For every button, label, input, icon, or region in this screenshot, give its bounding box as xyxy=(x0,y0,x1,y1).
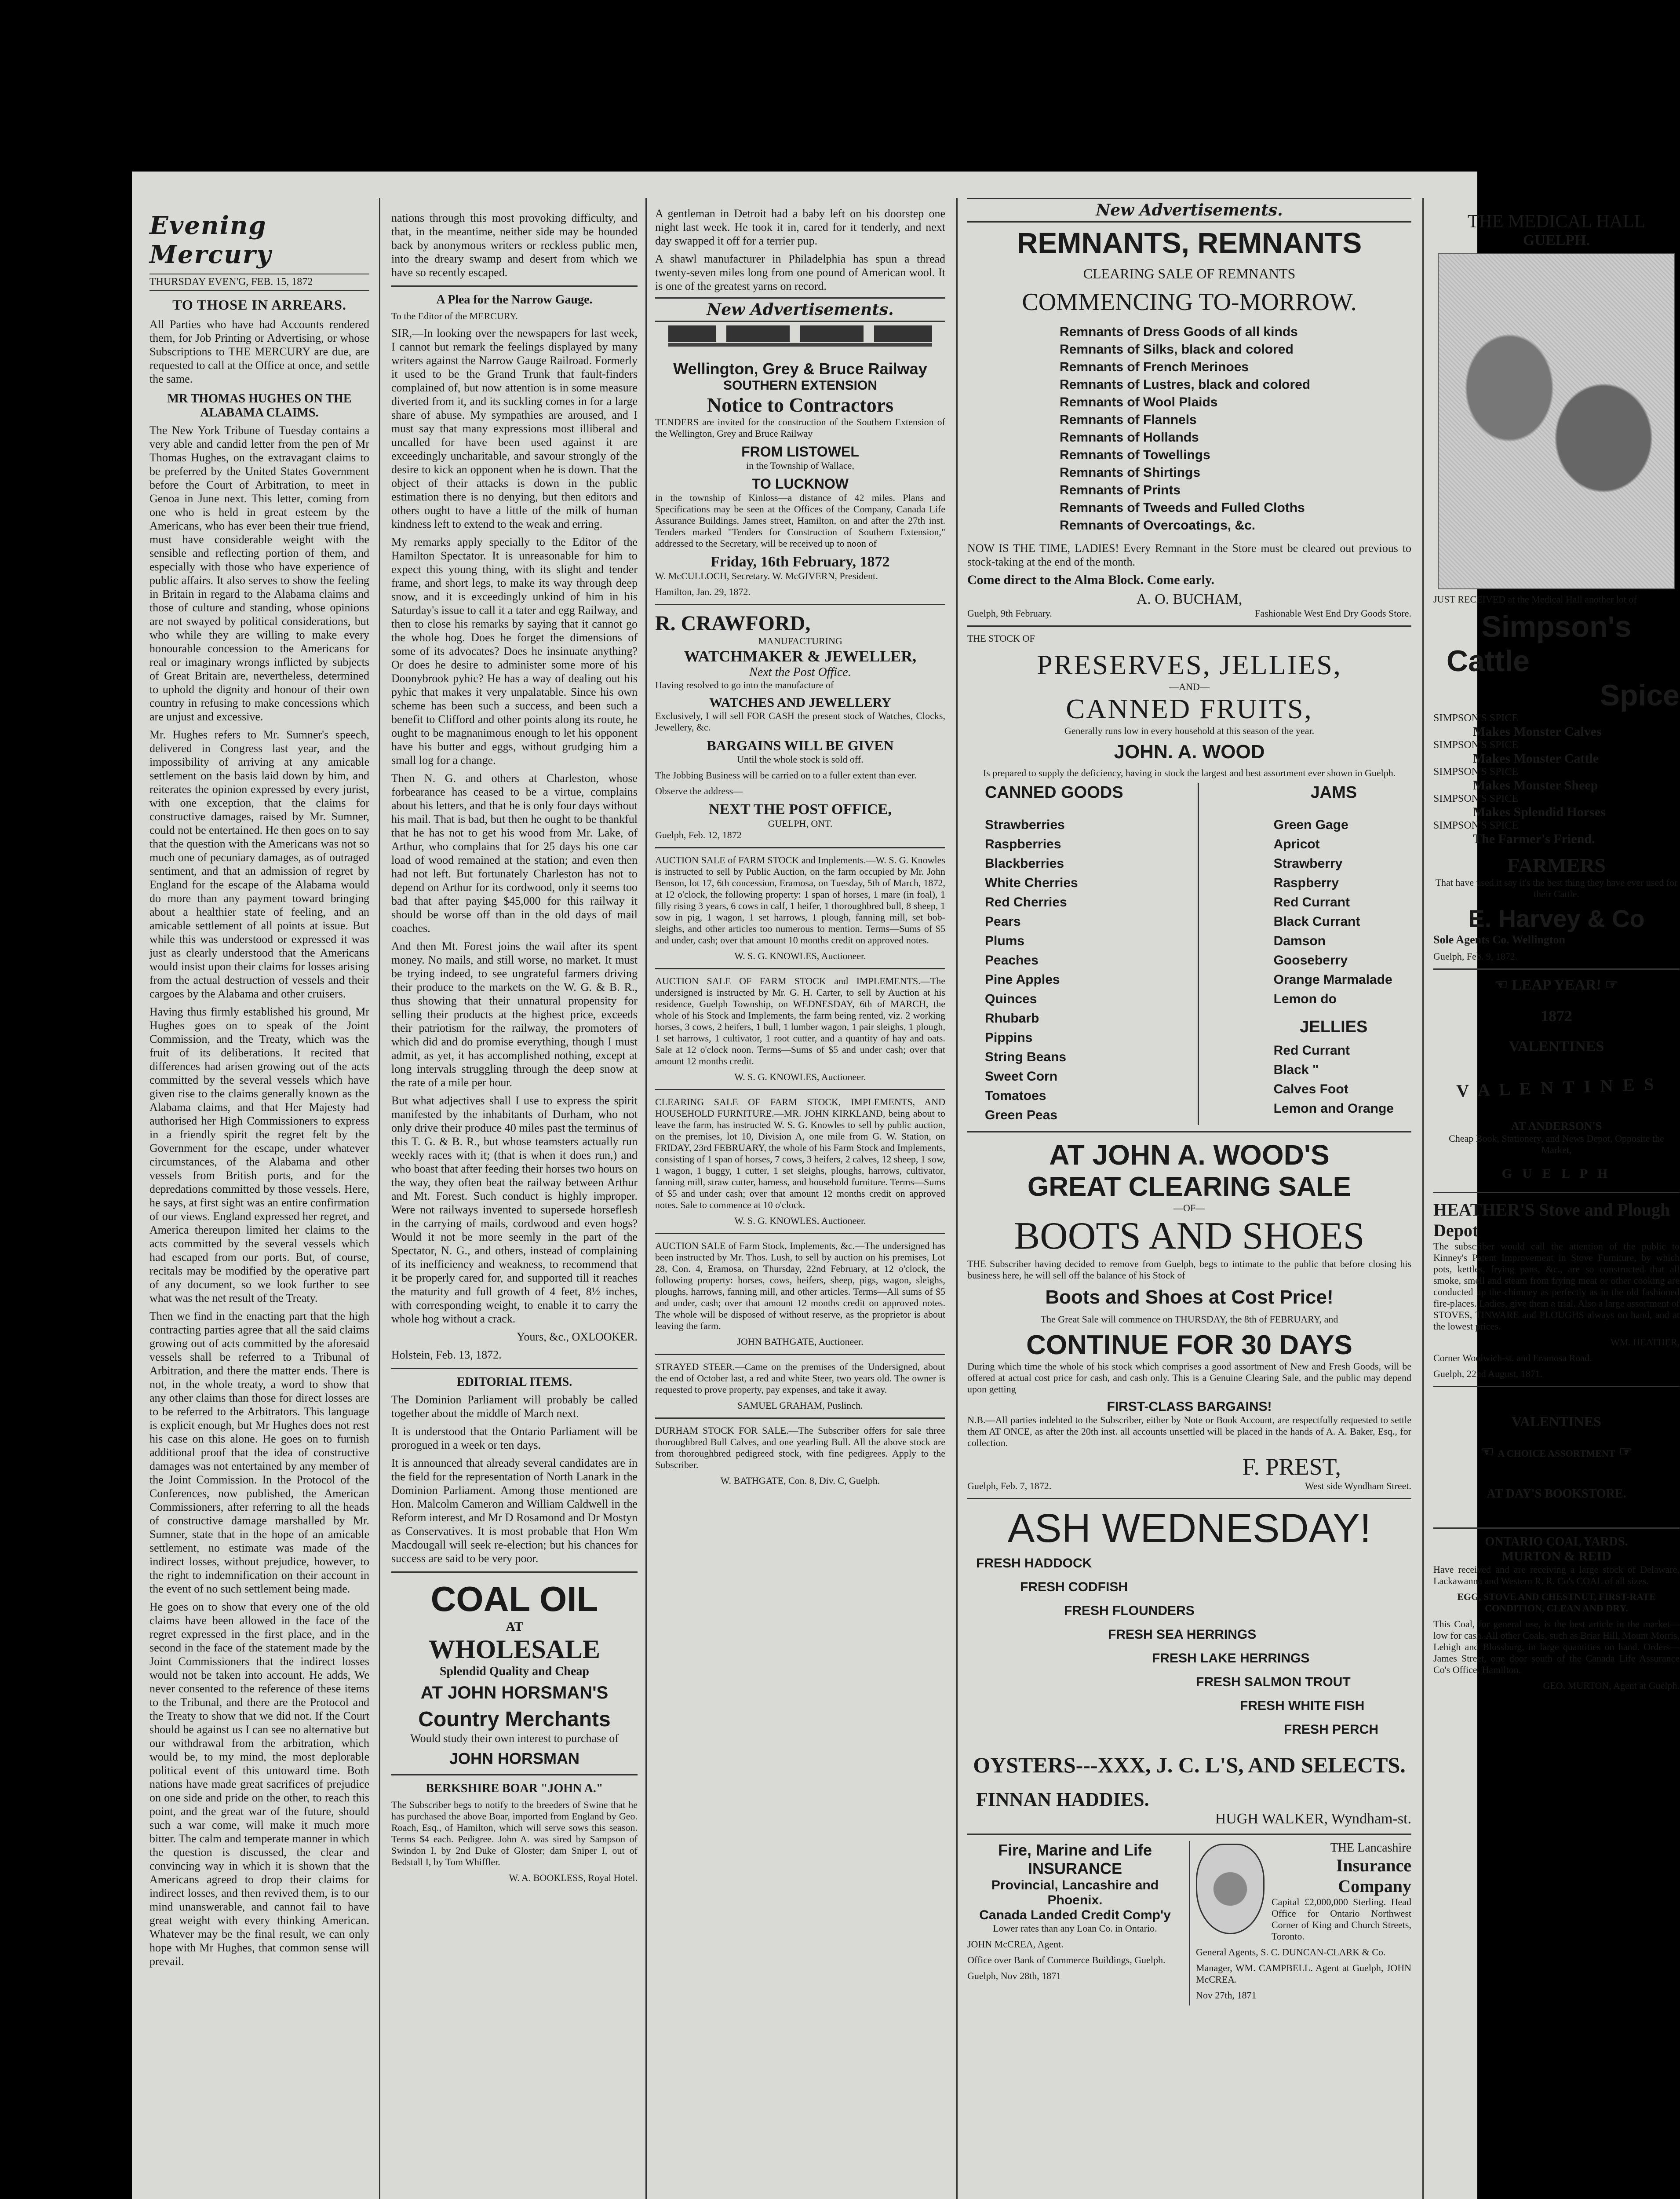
durham-notice: DURHAM STOCK FOR SALE.—The Subscriber offers for sale three thoroughbred Bull Calves, and one yearling Bull. All the above stock are from thoroughbred pedigreed stock, with fine pedigrees. Apply to the Subscriber. xyxy=(655,1425,945,1470)
choice-label: A CHOICE ASSORTMENT xyxy=(1498,1448,1615,1459)
valentines: VALENTINES xyxy=(1509,1038,1604,1055)
crawford-trade: WATCHMAKER & JEWELLER, xyxy=(684,647,917,665)
shoe-during: During which time the whole of his stock which comprises a good assortment of New and Fresh Goods, will be offered at actual cost price for cash, and cash only. This is a Genuine Clearing Sale, and the public may depend upon getting xyxy=(967,1361,1411,1395)
heather-address: Corner Woolwich-st. and Eramosa Road. xyxy=(1433,1352,1592,1363)
letter-paragraph: And then Mt. Forest joins the wail after its spent money. No mails, and still worse, no market. It must be trying indeed, to see ungrateful farmers driving their produce to the markets on the W. G. & B. R., thus showing that their unnatural propensity for selling their products at the highest price, exceeds their patriotism for the railway, the promoters of which did and do promise everything, though I must admit, as yet, it has accomplished nothing, except at long intervals struggling through the deep snow at the rate of a mile per hour. xyxy=(391,940,638,1089)
canned-item: Blackberries xyxy=(985,856,1064,871)
column-rule xyxy=(645,198,647,2199)
fish-item: FRESH SALMON TROUT xyxy=(1196,1675,1351,1689)
heather-title: HEATHER'S Stove and Plough Depot xyxy=(1433,1200,1670,1240)
railway-from: FROM LISTOWEL xyxy=(741,444,859,460)
remnants-footer xyxy=(967,608,1411,619)
wood-canned: CANNED FRUITS, xyxy=(1066,693,1313,724)
divider xyxy=(967,1131,1411,1132)
spice-claim: The Farmer's Friend. xyxy=(1473,832,1595,846)
insurance-title: Fire, Marine and Life INSURANCE xyxy=(998,1841,1152,1878)
remnants-now: NOW IS THE TIME, LADIES! Every Remnant in the Store must be cleared out previous to stock-taking at the end of the month. xyxy=(967,542,1411,568)
masthead: Evening Mercury xyxy=(149,211,272,269)
column-rule xyxy=(379,198,380,2199)
article-paragraph: The New York Tribune of Tuesday contains a very able and candid letter from the pen of Mr Thomas Hughes, on the extravagant claims to be preferred by the United States Government before the Court of Arbitration, to meet in Genoa in June next. This letter, coming from one who is held in great esteem by the Americans, who has ever been their true friend, must have considerable weight with the sensible and reflecting portion of them, and especially with those who have experience of public affairs. It also serves to show the feeling in Britain in regard to the Alabama claims and those of culture and standing, whose opinions are not swayed by political considerations, but who while they are willing to make every honourable concession to the Americans for real or imaginary wrongs inflicted by subjects of Great Britain are, nevertheless, determined to uphold the dignity and honour of their own country in refusing to make concessions which are unjust and excessive. xyxy=(149,424,369,723)
railway-subtitle: SOUTHERN EXTENSION xyxy=(723,378,878,393)
divider xyxy=(655,1354,945,1355)
letter-paragraph: My remarks apply specially to the Editor of the Hamilton Spectator. It is unreasonable for him to expect this young thing, with its slight and tender frame, and short legs, to make its way through deep snow, and it is exceedingly unkind of him in his Saturday's issue to call it a tater and egg Railway, and then to close his remarks by saying that it cannot go the whole hog. Does he forget the dimensions of some of its advocates? Does he insinuate anything? Or does he desire to administer some more of his Doonybrook pyhic? He has a way of dealing out his pyhic that makes it very unpalatable. Since his own scheme has been such a success, and been such a benefit to Clifford and other points along its route, he ought to be magnanimous enough to let his opponent have his butter and eggs, without grudging him a small log for a change. xyxy=(391,536,638,767)
remnants-sig: A. O. BUCHAM, xyxy=(1136,591,1243,607)
column-2 xyxy=(391,172,638,2199)
sole-agents: Sole Agents Co. Wellington xyxy=(1433,933,1566,946)
canned-item: White Cherries xyxy=(985,876,1078,890)
canned-goods-column xyxy=(985,783,1123,1125)
jelly-item: Lemon and Orange xyxy=(1273,1101,1394,1116)
jams-list xyxy=(1274,815,1394,1009)
remnants-title: REMNANTS, REMNANTS xyxy=(1017,226,1362,259)
wood-preserves: PRESERVES, JELLIES, xyxy=(1037,649,1342,680)
crawford-date: Guelph, Feb. 12, 1872 xyxy=(655,829,742,840)
divider xyxy=(391,1774,638,1775)
boar-sig: W. A. BOOKLESS, Royal Hotel. xyxy=(509,1872,638,1883)
pointing-hand-icon: ☞ xyxy=(1601,977,1618,993)
article-paragraph: Then we find in the enacting part that the high contracting parties agree that all the said claims growing out of acts committed by the aforesaid vessels shall be referred to a Tribunal of Arbitration, and there the matter ends. There is not, in the whole treaty, a word to show that any other claims than those for direct losses are to be referred to the Arbitrators. This language is explicit enough, but Mr Hughes does not rest his case on this alone. He goes on to furnish additional proof that the idea of constructive damages was not entertained by any member of the Joint Commission. In the Protocol of the Conferences, now published, the American Commissioners, after referring to all the heads of constructive damage marshalled by Mr. Sumner, state that in the hope of an amicable settlement, no estimate was made of the indirect losses, without prejudice, however, to the right to indemnification on their account in the event of no such settlement being made. xyxy=(149,1310,369,1595)
divider xyxy=(1433,968,1680,970)
strayed-notice: STRAYED STEER.—Came on the premises of the Undersigned, about the end of October last, a red and white Steer, two years old. The owner is requested to prove property, pay expenses, and take it away. xyxy=(655,1361,945,1395)
divider xyxy=(1433,1192,1680,1193)
goods-divider xyxy=(1198,783,1199,1125)
coal-at: AT xyxy=(506,1619,523,1634)
coal-merchants: Country Merchants xyxy=(418,1708,611,1731)
railway-place: Hamilton, Jan. 29, 1872. xyxy=(655,586,751,597)
boar-text: The Subscriber begs to notify to the breeders of Swine that he has purchased the above Boar, imported from England by Geo. Roach, Esq., of Hamilton, which will serve sows this season. Terms $4 each. Pedigree. John A. was sired by Sampson of Swindon I, by 2nd Duke of Gloster; dam Sniper I, out of Bedstall I, by Tom Whiffler. xyxy=(391,1799,638,1867)
strayed-sig: SAMUEL GRAHAM, Puslinch. xyxy=(737,1400,863,1411)
editorial-item: It is announced that already several candidates are in the field for the representation of North Lanark in the Dominion Parliament. Among those mentioned are Hon. Malcolm Cameron and William Caldwell in the Reform interest, and Mr D Rosamond and Dr Mostyn as Conservatives. It is most probable that Hon Wm Macdougall will seek re-election; but his chances for success are said to be very poor. xyxy=(391,1457,638,1565)
coat-of-arms-icon xyxy=(1196,1844,1265,1934)
column-rule xyxy=(1422,198,1424,2199)
insurance-lower: Lower rates than any Loan Co. in Ontario. xyxy=(993,1923,1157,1934)
crawford-observe: Observe the address— xyxy=(655,785,743,796)
jelly-item: Red Currant xyxy=(1273,1043,1350,1058)
leap-year xyxy=(1433,976,1680,994)
newspaper-page xyxy=(132,172,1680,2199)
spice-name: SIMPSON'S SPICE xyxy=(1433,793,1519,804)
farmers: FARMERS xyxy=(1507,854,1606,877)
editorial-heading: EDITORIAL ITEMS. xyxy=(456,1375,572,1389)
canned-item: Plums xyxy=(985,934,1025,948)
train-icon xyxy=(668,325,932,356)
heather-sig: WM. HEATHER, xyxy=(1610,1337,1680,1348)
medical-guelph: GUELPH. xyxy=(1523,232,1590,248)
shoe-continue: CONTINUE FOR 30 DAYS xyxy=(1026,1330,1352,1360)
railway-notice: Notice to Contractors xyxy=(707,394,894,416)
article-paragraph: Having thus firmly established his ground, Mr Hughes goes on to speak of the Joint Commission, and the Treaty, which was the fruit of its deliberations. It recited that differences had arisen growing out of the acts committed by the several vessels which have given rise to the claims generally known as the Alabama claims, and that Her Majesty had authorised her High Commissioners to express in a friendly spirit the regret felt by the Government for the escape, under whatever circumstances, of the Alabama and other vessels from British ports, and for the depredations committed by those vessels. Here, he says, at first sight was an entire confirmation of our views. England expressed her regret, and America thereupon limited her claims to the acts committed by the several vessels which had escaped from our ports. But, of course, recitals may be modified by the operative part of any document, so we look further to see what was the net result of the Treaty. xyxy=(149,1005,369,1304)
insurance-provincial: Provincial, Lancashire and Phoenix. xyxy=(991,1878,1159,1907)
spice-name: SIMPSON'S SPICE xyxy=(1433,739,1519,751)
column-4 xyxy=(967,172,1411,2199)
boar-heading: BERKSHIRE BOAR "JOHN A." xyxy=(426,1782,603,1795)
railway-signatures: W. McCULLOCH, Secretary. W. McGIVERN, President. xyxy=(655,570,878,581)
column-5 xyxy=(1433,172,1680,2199)
auction-notice: CLEARING SALE OF FARM STOCK, IMPLEMENTS, AND HOUSEHOLD FURNITURE.—MR. JOHN KIRKLAND, being about to leave the farm, has instructed W. S. G. Knowles to sell by public auction, on the premises, lot 10, Division A, one mile from G. W. Station, on FRIDAY, 23rd FEBRUARY, the whole of his Farm Stock and Implements, consisting of 1 span of horses, 7 cows, 3 heifers, 2 calves, 12 sheep, 1 sow, 1 wagon, 1 buggy, 1 cutter, 1 set sleighs, ploughs, harrows, cultivator, fanning mill, straw cutter, harness, and household furniture. Terms—Sums of $5 and under cash; over that amount 12 months credit on approved notes. Sale to commence at 10 o'clock. xyxy=(655,1096,945,1210)
jam-item: Lemon do xyxy=(1273,992,1337,1006)
article-paragraph: He goes on to show that every one of the old claims have been allowed in the face of the regret expressed in the first place, and in the second in the face of the statement made by the Joint Commissioners that the indirect losses would not be taken into account. He adds, We never consented to the reference of these items to the Tribunal, and there are the Protocol and the Treaty to show that we did not. If the Court should be against us I can see no alternative but our withdrawal from the arbitration, which would be, to my mind, the most deplorable political event of this untoward time. Both nations have made great sacrifices of prejudice on one side and pride on the other, to reach this point, and the great war of the future, should such a war come, will make it much more bitter. The calm and temperate manner in which the question is discussed, the clear and convincing way in which it is shown that the Americans agreed to drop their claims for indirect losses, and then revived them, is to our mind unanswerable, and cannot fail to have great weight with every thinking American. Whatever may be the final result, we can only hope with Mr Hughes, that common sense will prevail. xyxy=(149,1600,369,1968)
letter-paragraph: But what adjectives shall I use to express the spirit manifested by the inhabitants of Durham, who not only drive their produce 40 miles past the terminus of this T. G. & B. R., but whose teamsters actually run weekly races with it; (that is when it does run,) and who boast that after feeding their horses two hours on the way, they often beat the railway between Arthur and Mt. Forest. Such conduct is highly improper. Were not railways invented to supersede horseflesh in the carrying of mails, cordwood and even hogs? Would it not be more seemly in the part of the Spectator, N. G., and others, instead of complaining of its inefficiency and weakness, to recommend that it be properly cared for, and supported till it reaches the maturity and full growth of 4 feet, 8½ inches, with corresponding weight, to enable it to carry the whole hog without a crack. xyxy=(391,1094,638,1325)
divider xyxy=(655,1417,945,1419)
durham-sig: W. BATHGATE, Con. 8, Div. C, Guelph. xyxy=(720,1475,880,1486)
crawford-text: Having resolved to go into the manufacture of xyxy=(655,679,834,690)
spice: Spice xyxy=(1600,679,1680,712)
divider xyxy=(1433,1386,1680,1387)
farmers-text: That have used it say it's the best thing they have ever used for their Cattle. xyxy=(1435,877,1678,899)
leap-year-date: 1872 xyxy=(1541,1007,1572,1025)
fish-item: FRESH WHITE FISH xyxy=(1240,1699,1365,1713)
shoe-address: West side Wyndham Street. xyxy=(1305,1480,1411,1491)
letter-paragraph: SIR,—In looking over the newspapers for last week, I cannot but remark the feelings displayed by many writers against the Narrow Gauge Railroad. Formerly it used to be the Grand Trunk that fault-finders complained of, but now attention is in some measure diverted from it, and its suckling comes in for a large share of abuse. My sympathies are aroused, and I must say that many expressions most illiberal and uncalled for have been used against it are exceedingly uncharitable, and savour strongly of the desire to kick an opponent when he is down. That the object of their attacks is down in the public estimation there is no denying, but then editors and others ought to have a little of the milk of human kindness left to extend to the weak and erring. xyxy=(391,327,638,530)
shoe-cost: Boots and Shoes at Cost Price! xyxy=(1045,1286,1334,1308)
auction-sig: W. S. G. KNOWLES, Auctioneer. xyxy=(734,1071,866,1082)
spice-claim: Makes Monster Cattle xyxy=(1473,751,1599,766)
jam-item: Apricot xyxy=(1273,837,1320,851)
remnants-store: Fashionable West End Dry Goods Store. xyxy=(1255,608,1411,619)
auction-sig: W. S. G. KNOWLES, Auctioneer. xyxy=(734,1215,866,1226)
shoe-of: —OF— xyxy=(1173,1202,1206,1213)
pointing-hand-icon: ☜ xyxy=(1494,977,1512,993)
arrears-heading: TO THOSE IN ARREARS. xyxy=(172,297,346,313)
fish-item: FRESH HADDOCK xyxy=(976,1556,1092,1571)
shoe-nb: N.B.—All parties indebted to the Subscriber, either by Note or Book Account, are respectfully requested to settle them AT ONCE, as after the 20th inst. all accounts unsettled will be placed in the hands of A. A. Baker, Esq., for collection. xyxy=(967,1414,1411,1448)
crawford-manufacturing: MANUFACTURING xyxy=(758,636,842,647)
choice-assortment xyxy=(1433,1443,1680,1461)
medical-hall: THE MEDICAL HALL xyxy=(1467,212,1646,232)
shoe-clearing: GREAT CLEARING SALE xyxy=(1028,1172,1351,1202)
lancashire-date: Nov 27th, 1871 xyxy=(1196,1990,1257,2001)
news-item: A shawl manufacturer in Philadelphia has spun a thread twenty-seven miles long from one pound of American wool. It is one of the greatest yarns on record. xyxy=(655,252,945,292)
letter-paragraph: Then N. G. and others at Charleston, whose forbearance has ceased to be a virtue, complains about his letters, and that he is only four days without his mail. That is bad, but then he ought to be thankful that he has not to get his wood from Mr. Lake, of Arthur, who complains that for 25 days his one car load of wood remained at the station; and even then had not left. But fortunately Charleston has not to depend on Arthur for its cordwood, only it seems too bad that after paying $45,000 for this railway it should be worse off than in the old days of mail coaches. xyxy=(391,772,638,935)
fish-item: FRESH PERCH xyxy=(1284,1722,1379,1737)
remnants-date: Guelph, 9th February. xyxy=(967,608,1052,619)
crawford-bargains: BARGAINS WILL BE GIVEN xyxy=(707,738,894,753)
jam-item: Orange Marmalade xyxy=(1273,972,1392,987)
auction-notice: AUCTION SALE OF FARM STOCK and IMPLEMENTS.—The undersigned is instructed by Mr. G. H. Carter, to sell by Auction at his residence, Guelph Township, on WEDNESDAY, 6th of MARCH, the whole of his Stock and Implements, the farm being rented, viz. 2 working horses, 3 cows, 2 heifers, 1 bull, 1 lumber wagon, 1 pair sleighs, 1 plough, 1 set harrows, 1 cultivator, 1 root cutter, and a quantity of hay and oats. Sale at 12 o'clock noon. Terms—Sums of $5 and under cash; over that amount 12 months credit. xyxy=(655,975,945,1067)
jams-heading: JAMS xyxy=(1310,783,1357,802)
column-3 xyxy=(655,172,945,2199)
insurance-date: Guelph, Nov 28th, 1871 xyxy=(967,1970,1061,1981)
shoe-first-class: FIRST-CLASS BARGAINS! xyxy=(1107,1399,1272,1414)
fish-item: FRESH CODFISH xyxy=(1020,1580,1128,1594)
divider xyxy=(655,1089,945,1090)
divider xyxy=(655,847,945,848)
lancashire-ad xyxy=(1196,1841,1411,2005)
divider xyxy=(967,1834,1411,1835)
wood-prepared: Is prepared to supply the deficiency, having in stock the largest and best assortment ever shown in Guelph. xyxy=(983,767,1396,778)
shoe-sig: F. PREST, xyxy=(1242,1454,1341,1480)
divider xyxy=(655,968,945,969)
jam-item: Raspberry xyxy=(1273,876,1339,890)
canned-item: Pine Apples xyxy=(985,972,1060,987)
coal-firm: MURTON & REID xyxy=(1501,1549,1612,1563)
lancashire-capital: Capital £2,000,000 Sterling. Head Office for Ontario Northwest Corner of King and Church Streets, Toronto. xyxy=(1272,1896,1411,1942)
letter-salutation: To the Editor of the MERCURY. xyxy=(391,310,518,321)
remnant-item: Remnants of Silks, black and colored xyxy=(1060,342,1294,357)
jams-column xyxy=(1274,783,1394,1125)
shoe-footer xyxy=(967,1480,1411,1492)
remnants-clearing: CLEARING SALE OF REMNANTS xyxy=(1083,266,1296,281)
shoe-at: AT JOHN A. WOOD'S xyxy=(1049,1139,1330,1171)
valentines-2: VALENTINES xyxy=(1512,1414,1601,1429)
crawford-text: The Jobbing Business will be carried on to a fuller extent than ever. xyxy=(655,770,917,781)
canned-item: String Beans xyxy=(985,1050,1067,1064)
wood-generally: Generally runs low in every household at this season of the year. xyxy=(1064,725,1315,736)
remnants-list xyxy=(1060,323,1411,534)
divider xyxy=(391,1368,638,1369)
walker-sig: HUGH WALKER, Wyndham-st. xyxy=(1215,1811,1411,1827)
canned-item: Peaches xyxy=(985,953,1039,968)
spice-name: SIMPSON'S SPICE xyxy=(1433,766,1519,778)
railway-text: TENDERS are invited for the construction of the Southern Extension of the Wellington, Grey and Bruce Railway xyxy=(655,416,945,439)
coal-horsman: AT JOHN HORSMAN'S xyxy=(420,1683,609,1702)
coal-text: Have received and are receiving a large stock of Delaware, Lackawanna and Western R. R. Co's COAL of all sizes. xyxy=(1433,1564,1680,1586)
coal-would: Would study their own interest to purchase of xyxy=(410,1732,619,1745)
canned-item: Rhubarb xyxy=(985,1011,1039,1026)
farm-engraving xyxy=(1438,253,1675,589)
heather-text: The subscriber would call the attention of the public to Kinney's Patent Improvement in Stove Furniture, by which pots, kettles, frying pans, &c., are so constructed that all smoke, smell and steam from frying meat or other cooking are conducted up the chimney as perfectly as in the old fashioned fire-places. Ladies, give them a trial. Also a large assortment of STOVES, TINWARE and PLOUGHS always on hand, and at the lowest prices. xyxy=(1433,1241,1680,1332)
coal-text2: This Coal, for general use, is the best article in the market—low for cash. All other Coals, such as Briar Hill, Mount Morris, Lehigh and Blossburg, in large quantities on hand. Orders—James Street, one door south of the Canada Life Assurance Co's Office, Hamilton. xyxy=(1433,1618,1680,1675)
canned-item: Sweet Corn xyxy=(985,1069,1058,1084)
insurance-ad xyxy=(967,1841,1183,2005)
wood-name: JOHN. A. WOOD xyxy=(1114,741,1265,763)
lancashire-agents: General Agents, S. C. DUNCAN-CLARK & Co. xyxy=(1196,1947,1386,1958)
article-paragraph: Mr. Hughes refers to Mr. Sumner's speech, delivered in Congress last year, and the impossibility of arriving at any amicable settlement on the basis laid down by him, and reiterates the opinion expressed by every jurist, with one exception, that the claims for constructive damages, raised by Mr. Sumner, could not be entertained. He then goes on to say that the question with the Americans was not so much one of pecuniary damages, as of outraged sentiment, and that an admission of regret by England for the escape of the Alabama would do more than any payment toward bringing about a healthier state of feeling, and an amicable settlement of all points at issue. But while this was understood or expressed it was just as clearly understood that the Americans would insist upon their claims for losses arising from the actual destruction of vessels and their cargoes by the Alabama and other cruisers. xyxy=(149,728,369,1000)
canned-item: Tomatoes xyxy=(985,1089,1046,1103)
fish-list xyxy=(967,1552,1411,1742)
remnant-item: Remnants of Dress Goods of all kinds xyxy=(1060,325,1298,339)
new-adverts-header: New Advertisements. xyxy=(655,297,945,322)
letter-place: Holstein, Feb. 13, 1872. xyxy=(391,1348,502,1361)
crawford-watches: WATCHES AND JEWELLERY xyxy=(709,695,891,710)
canned-item: Quinces xyxy=(985,992,1037,1006)
insurance-sig: JOHN McCREA, Agent. xyxy=(967,1939,1064,1950)
fish-item: FRESH FLOUNDERS xyxy=(1064,1604,1195,1618)
dateline: THURSDAY EVEN'G, FEB. 15, 1872 xyxy=(149,274,369,291)
railway-to: TO LUCKNOW xyxy=(752,476,849,492)
coal-oil-title: COAL OIL xyxy=(430,1579,598,1618)
canned-list xyxy=(985,815,1123,1125)
heather-date: Guelph, 22nd August, 1871. xyxy=(1433,1368,1543,1379)
article-continuation: nations through this most provoking difficulty, and that, in the meantime, neither side may be hounded back by anonymous writers or reckless public men, into the dreary swamp and desert from which we have so recently escaped. xyxy=(391,212,638,279)
lancashire-manager: Manager, WM. CAMPBELL. Agent at Guelph, JOHN McCREA. xyxy=(1196,1962,1411,1985)
jam-item: Black Currant xyxy=(1273,914,1360,929)
pointing-hand-icon: ☜ xyxy=(1480,1444,1498,1460)
spice-name: SIMPSON'S SPICE xyxy=(1433,820,1519,831)
days-bookstore: AT DAY'S BOOKSTORE. xyxy=(1487,1487,1626,1501)
insurance-office: Office over Bank of Commerce Buildings, Guelph. xyxy=(967,1954,1166,1965)
remnant-item: Remnants of Prints xyxy=(1060,483,1181,497)
spice-list xyxy=(1433,712,1680,847)
fish-item: FRESH SEA HERRINGS xyxy=(1108,1627,1257,1642)
jellies-list xyxy=(1274,1041,1394,1118)
auction-sig: W. S. G. KNOWLES, Auctioneer. xyxy=(734,950,866,961)
remnant-item: Remnants of Wool Plaids xyxy=(1060,395,1218,409)
coal-egg: EGG, STOVE AND CHESTNUT, FIRST-RATE CONDITION, CLEAN AND DRY. xyxy=(1457,1591,1656,1614)
insurance-canada: Canada Landed Credit Comp'y xyxy=(979,1908,1171,1922)
canned-item: Pippins xyxy=(985,1030,1033,1045)
valentines-v: V A L E N T I N E S xyxy=(1456,1074,1657,1101)
wood-intro: THE STOCK OF xyxy=(967,633,1035,644)
remnants-commencing: COMMENCING TO-MORROW. xyxy=(1022,289,1357,316)
remnant-item: Remnants of Shirtings xyxy=(1060,465,1201,480)
crawford-name: R. CRAWFORD, xyxy=(655,612,811,635)
column-1 xyxy=(149,172,369,2199)
spice-claim: Makes Monster Calves xyxy=(1473,724,1602,739)
remnant-item: Remnants of Towellings xyxy=(1060,448,1210,462)
ash-wednesday: ASH WEDNESDAY! xyxy=(1007,1506,1371,1551)
jam-item: Strawberry xyxy=(1273,856,1343,871)
harvey: E. Harvey & Co xyxy=(1468,905,1645,932)
divider xyxy=(1433,1527,1680,1529)
editorial-item: It is understood that the Ontario Parliament will be prorogued in a week or ten days. xyxy=(391,1425,638,1451)
crawford-address: NEXT THE POST OFFICE, xyxy=(709,801,892,818)
arrears-notice: All Parties who have had Accounts rendered them, for Job Printing or Advertising, or whose Subscriptions to THE MERCURY are due, are requested to call at the Office at once, and settle the same. xyxy=(149,318,369,385)
wood-and: —AND— xyxy=(1169,681,1210,692)
canned-item: Green Peas xyxy=(985,1108,1058,1122)
crawford-text: Exclusively, I will sell FOR CASH the present stock of Watches, Clocks, Jewellery, &c. xyxy=(655,710,945,733)
canned-item: Strawberries xyxy=(985,818,1065,832)
coal-sig: GEO. MURTON, Agent at Guelph. xyxy=(1543,1680,1680,1691)
harvey-date: Guelph, Feb. 9, 1872. xyxy=(1433,951,1518,962)
coal-wholesale: WHOLESALE xyxy=(428,1635,601,1664)
remnants-come: Come direct to the Alma Block. Come early. xyxy=(967,573,1214,587)
crawford-until: Until the whole stock is sold off. xyxy=(737,754,864,765)
insurance-row xyxy=(967,1841,1411,2005)
jam-item: Damson xyxy=(1273,934,1326,948)
anderson-text: Cheap Book, Stationery, and News Depot, Opposite the Market, xyxy=(1449,1133,1664,1155)
divider xyxy=(967,625,1411,627)
coal-quality: Splendid Quality and Cheap xyxy=(439,1665,590,1678)
remnant-item: Remnants of Hollands xyxy=(1060,430,1199,445)
jelly-item: Calves Foot xyxy=(1273,1082,1348,1096)
jam-item: Red Currant xyxy=(1273,895,1350,910)
pointing-hand-icon: ☞ xyxy=(1615,1444,1633,1460)
fish-item: FRESH LAKE HERRINGS xyxy=(1152,1651,1310,1666)
insurance-divider xyxy=(1189,1841,1190,2005)
canned-item: Raspberries xyxy=(985,837,1061,851)
coal-yards-heading: ONTARIO COAL YARDS. xyxy=(1485,1535,1628,1549)
simpsons: Simpson's xyxy=(1481,610,1632,643)
auction-sig: JOHN BATHGATE, Auctioneer. xyxy=(737,1336,864,1347)
divider xyxy=(655,604,945,605)
remnant-item: Remnants of Overcoatings, &c. xyxy=(1060,518,1256,533)
shoe-date: Guelph, Feb. 7, 1872. xyxy=(967,1480,1052,1491)
divider xyxy=(655,1233,945,1234)
railway-text: in the township of Kinloss—a distance of 42 miles. Plans and Specifications may be seen at the Offices of the Company, Canada Life Assurance Buildings, James street, Hamilton, on and after the 27th inst. Tenders marked "Tenders for Construction of Southern Extension," addressed to the Secretary, will be received up to noon of xyxy=(655,492,945,549)
spice-claim: Makes Monster Sheep xyxy=(1473,778,1598,793)
remnant-item: Remnants of French Merinoes xyxy=(1060,360,1249,374)
column-rule xyxy=(956,198,958,2199)
railway-title: Wellington, Grey & Bruce Railway xyxy=(673,360,927,378)
news-item: A gentleman in Detroit had a baby left on his doorstep one night last week. He took it in, cared for it tenderly, and next day swapped it off for a terrier pup. xyxy=(655,207,945,247)
spice-claim: Makes Splendid Horses xyxy=(1473,805,1606,819)
coal-name: JOHN HORSMAN xyxy=(449,1750,579,1768)
canned-heading: CANNED GOODS xyxy=(985,783,1123,802)
remnant-item: Remnants of Lustres, black and colored xyxy=(1060,377,1311,392)
crawford-location: Next the Post Office. xyxy=(749,665,851,679)
narrow-gauge-heading: A Plea for the Narrow Gauge. xyxy=(436,293,593,307)
editorial-item: The Dominion Parliament will probably be called together about the middle of March next. xyxy=(391,1393,638,1420)
crawford-city: GUELPH, ONT. xyxy=(768,818,833,829)
remnant-item: Remnants of Tweeds and Fulled Cloths xyxy=(1060,500,1305,515)
spice-name: SIMPSON'S SPICE xyxy=(1433,712,1519,724)
finnan-haddies: FINNAN HADDIES. xyxy=(976,1789,1149,1810)
at-anderson: AT ANDERSON'S xyxy=(1511,1120,1602,1132)
jam-item: Gooseberry xyxy=(1273,953,1348,968)
auction-notice: AUCTION SALE of FARM STOCK and Implements.—W. S. G. Knowles is instructed to sell by Public Auction, on the farm occupied by Mr. John Benson, lot 17, 6th concession, Eramosa, on Tuesday, 5th of March, 1872, at 12 o'clock, the following property: 1 span of horses, 1 mare (in foal), 1 filly rising 3 years, 6 cows in calf, 1 heifer, 1 thoroughbred bull, 8 sheep, 1 sow in pig, 1 wagon, 1 set harrows, 1 plough, fanning mill, set bob-sleighs, and other articles too numerous to mention. Terms—Sums of $5 and under, cash; over that amount 10 months credit on approved notes. xyxy=(655,855,945,946)
wood-goods xyxy=(967,783,1411,1125)
divider xyxy=(391,1571,638,1573)
lancashire-title: Insurance Company xyxy=(1336,1856,1411,1896)
jellies-heading: JELLIES xyxy=(1300,1018,1368,1036)
railway-text: in the Township of Wallace, xyxy=(746,460,854,471)
leap-year-label: LEAP YEAR! xyxy=(1512,977,1601,993)
canned-item: Red Cherries xyxy=(985,895,1067,910)
jam-item: Green Gage xyxy=(1273,818,1348,832)
shoe-start: The Great Sale will commence on THURSDAY, the 8th of FEBRUARY, and xyxy=(1040,1314,1338,1325)
divider xyxy=(967,1498,1411,1499)
oysters: OYSTERS---XXX, J. C. L'S, AND SELECTS. xyxy=(973,1753,1406,1777)
shoe-boots: BOOTS AND SHOES xyxy=(1014,1215,1365,1257)
railway-date: Friday, 16th February, 1872 xyxy=(711,554,890,570)
new-adverts-header: New Advertisements. xyxy=(967,198,1411,223)
cattle: Cattle xyxy=(1447,644,1530,678)
canned-item: Pears xyxy=(985,914,1021,929)
just-received: JUST RECEIVED at the Medical Hall another lot of xyxy=(1433,594,1637,605)
lancashire-the: THE Lancashire xyxy=(1330,1841,1411,1855)
auction-notice: AUCTION SALE of Farm Stock, Implements, &c.—The undersigned has been instructed by Mr. Thos. Lush, to sell by auction on his premises, Lot 28, Con. 4, Eramosa, on Thursday, 22nd February, at 12 o'clock, the following property: horses, cows, heifers, sheep, pigs, wagon, sleighs, ploughs, harrows, fanning mill, and other articles. Terms—All sums of $5 and under, cash; over that amount 12 months credit on approved notes. The whole will be disposed of without reserve, as the proprietor is about leaving the farm. xyxy=(655,1240,945,1331)
remnant-item: Remnants of Flannels xyxy=(1060,413,1197,427)
hughes-heading: MR THOMAS HUGHES ON THE ALABAMA CLAIMS. xyxy=(167,392,352,420)
anderson-guelph: G U E L P H xyxy=(1501,1166,1611,1181)
divider xyxy=(391,285,638,287)
shoe-text: THE Subscriber having decided to remove from Guelph, begs to intimate to the public that before closing his business here, he will sell off the balance of his Stock of xyxy=(967,1258,1411,1281)
jelly-item: Black " xyxy=(1273,1063,1319,1077)
letter-signoff: Yours, &c., OXLOOKER. xyxy=(517,1330,638,1343)
